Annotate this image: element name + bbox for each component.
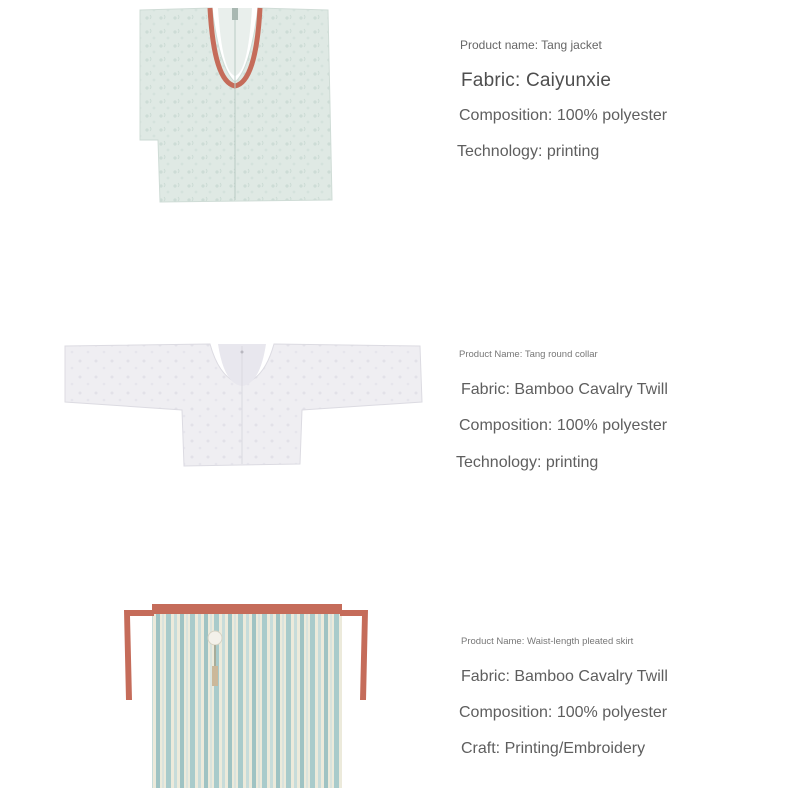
technology-label: Technology: printing (457, 143, 600, 160)
fabric-label: Fabric: Bamboo Cavalry Twill (461, 381, 668, 398)
product-name-label: Product Name: Tang round collar (459, 349, 598, 360)
craft-label: Craft: Printing/Embroidery (461, 740, 646, 757)
composition-label: Composition: 100% polyester (459, 107, 668, 124)
composition-label: Composition: 100% polyester (459, 417, 668, 434)
tang-jacket-image (130, 0, 340, 210)
tang-round-collar-image (60, 340, 425, 472)
fabric-label: Fabric: Bamboo Cavalry Twill (461, 668, 668, 685)
product-name-label: Product Name: Waist-length pleated skirt (461, 636, 634, 647)
composition-label: Composition: 100% polyester (459, 704, 668, 721)
product-name-label: Product name: Tang jacket (460, 38, 602, 52)
technology-label: Technology: printing (456, 454, 599, 471)
fabric-label: Fabric: Caiyunxie (461, 70, 612, 91)
pleated-skirt-image (118, 600, 374, 790)
